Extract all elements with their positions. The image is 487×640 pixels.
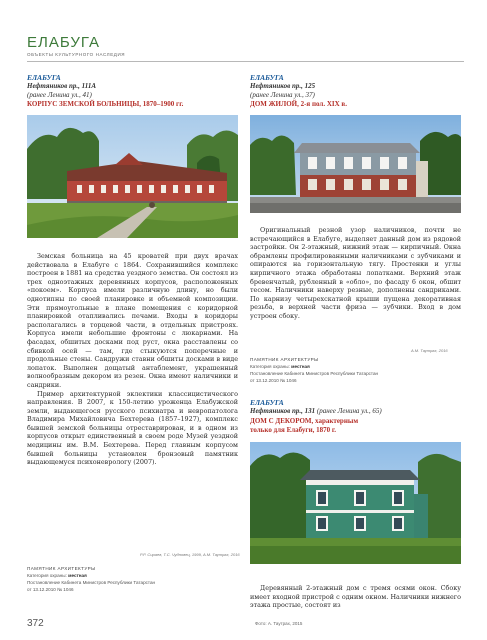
right-paragraph-1: Оригинальный резной узор наличников, почти не встречающийся в Елабуге, выделяет данный дом из рядовой застройки. Он 2-этажный, нижний этаж — кирпичный. Окна обрамлены профилированными наличниками с зубчиками и опираются на горизонтальную тягу. Простенки и углы кирпичного этажа обработаны лопатками. Верхний этаж бревенчатый, рубленный в «обло», по фасаду 6 окон, обшит тесом. Наличники наверху резные, дополнены сандриками. По карнизу четырехскатной крыши пущена декоративная резьба, в верхней части фриза — зубчики. Вход в дом устроен сбоку. (250, 226, 461, 320)
hospital-photo (27, 115, 238, 238)
right-monument-type: ПАМЯТНИК АРХИТЕКТУРЫ (250, 357, 319, 362)
house-photo (250, 115, 461, 213)
left-decree-line-2: от 13.12.2010 № 1046 (27, 587, 74, 592)
right-paragraph-2: Деревянный 2-этажный дом с тремя осями окон. Сбоку имеет входной пристрой с одним окном. Наличники нижнего этажа простые, состоят из (250, 584, 461, 610)
hospital-photo-image (27, 115, 238, 238)
decorated-house-photo-image (250, 442, 461, 564)
right-monument-info (250, 356, 378, 384)
right-object-2-desc: характерным (313, 416, 359, 425)
right-address-2-former: (ранее Ленина ул., 65) (316, 407, 382, 415)
right-protection-category (250, 363, 378, 370)
right-entry-heading (250, 73, 455, 109)
left-city: ЕЛАБУГА (27, 73, 61, 82)
right-category-value: местная (291, 364, 310, 369)
left-address-current: Нефтяников пр., 111А (27, 82, 97, 90)
page-number: 372 (27, 618, 44, 629)
left-monument-info (27, 565, 155, 593)
right-category-label: Категория охраны: (250, 364, 290, 369)
right-object-title: ДОМ ЖИЛОЙ, 2-я пол. XIX в. (250, 100, 347, 108)
left-entry-heading (27, 73, 232, 109)
right-address-2-current: Нефтяников пр., 131 (250, 407, 316, 415)
section-title: ЕЛАБУГА (27, 34, 101, 51)
header-rule (27, 61, 464, 62)
left-protection-category (27, 572, 155, 579)
right-object-2-line-2: только для Елабуги, 1870 г. (250, 425, 337, 434)
left-object-title: КОРПУС ЗЕМСКОЙ БОЛЬНИЦЫ, 1870–1900 гг. (27, 100, 184, 108)
left-monument-type: ПАМЯТНИК АРХИТЕКТУРЫ (27, 566, 96, 571)
right-body-text (250, 226, 461, 321)
right-second-entry-heading (250, 398, 455, 435)
house-photo-image (250, 115, 461, 213)
right-body-text-2 (250, 584, 461, 610)
left-category-value: местная (68, 573, 87, 578)
left-author-credit: Р.Р. Сираев, Т.С. Чудновец, 1999, А.М. Таутрах, 2016 (140, 552, 240, 557)
right-object-2-title (250, 417, 455, 426)
right-decree-line-2: от 13.12.2010 № 1046 (250, 378, 297, 383)
right-object-2-name: ДОМ С ДЕКОРОМ, (250, 416, 314, 425)
left-category-label: Категория охраны: (27, 573, 67, 578)
section-subtitle: ОБЪЕКТЫ КУЛЬТУРНОГО НАСЛЕДИЯ (27, 52, 126, 57)
right-city: ЕЛАБУГА (250, 73, 284, 82)
left-body-text (27, 252, 238, 467)
left-paragraph-1: Земская больница на 45 кроватей при двух врачах действовала в Елабуге с 1864. Сохранившийся комплекс построен в 1881 на средства уездного земства. Он состоял из трех одноэтажных деревянных корпусов, расположенных «покоем». Корпуса имели различную длину, но были однотипны по своей планировке и объемной композиции. Эти прямоугольные в плане помещения с коридорной планировкой отапливались печами. Входы в коридоры располагались в торцевой части, в отдельных пристроях. Корпуса имели небольшие фронтоны с люкарнами. На фасадах, обшитых досками под руст, окна расставлены со сбивкой осей — там, где стыкуются поперечные и продольные стены. Сандружи ставни обшиты досками в виде лопаток. Выполнен дощатый антаблемент, украшенный волнообразным декором из резен. Окна имеют наличники и сандрики. (27, 252, 238, 389)
right-address (250, 82, 455, 91)
right-address-former: (ранее Ленина ул., 37) (250, 90, 315, 99)
left-address-former: (ранее Ленина ул., 41) (27, 90, 92, 99)
right-city-2: ЕЛАБУГА (250, 398, 284, 407)
left-paragraph-2: Пример архитектурной эклектики классицистического направления. В 2007, к 150-летию уроженца Елабужской земли, выдающегося русского психиатра и невропатолога Владимира Михайловича Бехтерева (1857–1927), комплекс бывшей земской больницы отреставрирован, и в одном из корпусов открыт единственный в своем роде Музей уездной медицины им. В.М. Бехтерева. Перед главным корпусом бывшей больницы установлен бронзовый памятник выдающемуся психоневрологу (2007). (27, 389, 238, 467)
right-author-credit: А.М. Таутрах, 2016 (411, 348, 448, 353)
right-decree-line-1: Постановление Кабинета Министров Республики Татарстан (250, 371, 379, 376)
decorated-house-photo (250, 442, 461, 564)
right-address-2 (250, 407, 455, 416)
left-address (27, 82, 232, 91)
left-decree-line-1: Постановление Кабинета Министров Республики Татарстан (27, 580, 156, 585)
right-address-current: Нефтяников пр., 125 (250, 82, 316, 90)
photo-credit: Фото: А. Таутрах, 2015 (255, 621, 303, 626)
